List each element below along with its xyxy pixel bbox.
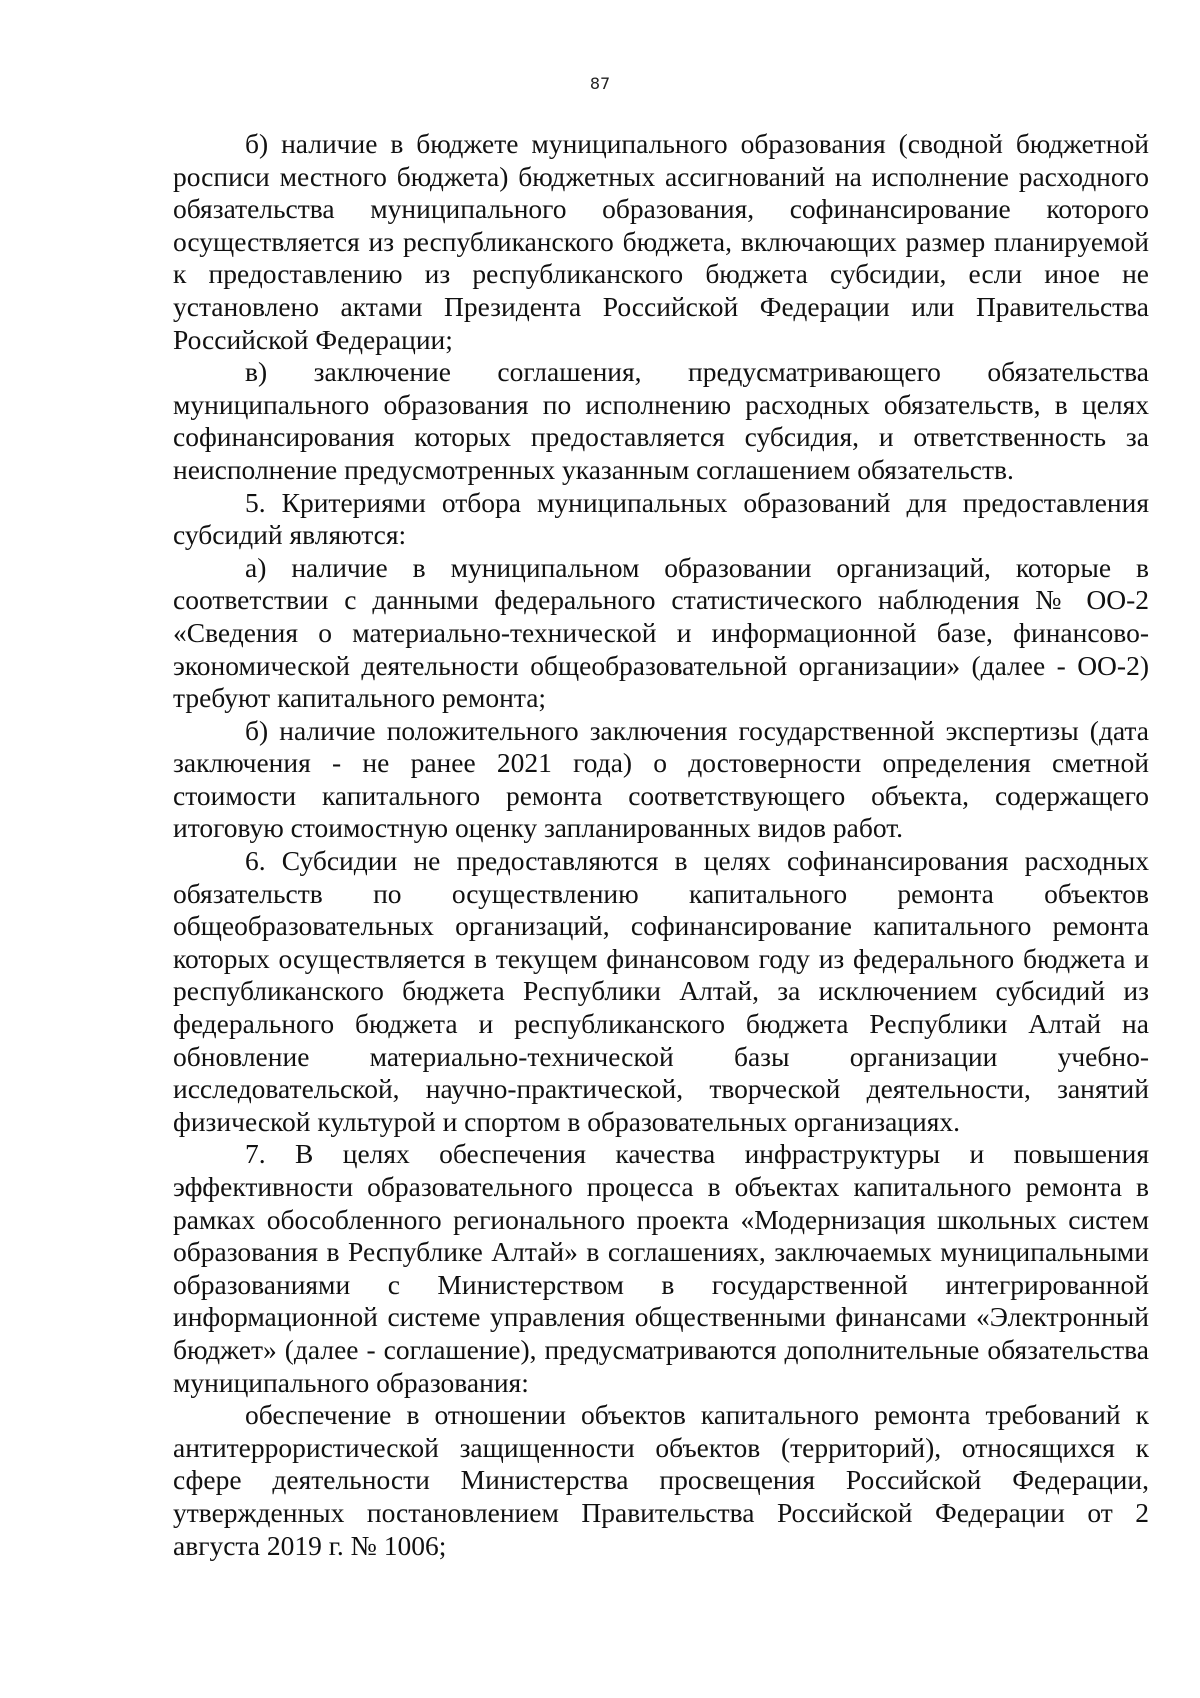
page-number: 87 [589,74,611,93]
paragraph-v-agreement: в) заключение соглашения, предусматривающего обязательства муниципального образования по исполнению расходных обязательств, в целях софинансирования которых предоставляется субсидия, и ответственность за неисполнение предусмотренных указанным соглашением обязательств. [173,356,1149,485]
paragraph-7-obligations: 7. В целях обеспечения качества инфраструктуры и повышения эффективности образовательного процесса в объектах капитального ремонта в рамках обособленного регионального проекта «Модернизация школьных систем образования в Республике Алтай» в соглашениях, заключаемых муниципальными образованиями с Министерством в государственной интегрированной информационной системе управления общественными финансами «Электронный бюджет» (далее - соглашение), предусматриваются дополнительные обязательства муниципального образования: [173,1138,1149,1398]
paragraph-6-exclusions: 6. Субсидии не предоставляются в целях софинансирования расходных обязательств по осуществлению капитального ремонта объектов общеобразовательных организаций, софинансирование капитального ремонта которых осуществляется в текущем финансовом году из федерального бюджета и республиканского бюджета Республики Алтай, за исключением субсидий из федерального бюджета и республиканского бюджета Республики Алтай на обновление материально-технической базы организации учебно-исследовательской, научно-практической, творческой деятельности, занятий физической культурой и спортом в образовательных организациях. [173,845,1149,1137]
paragraph-b-expertise: б) наличие положительного заключения государственной экспертизы (дата заключения - не ранее 2021 года) о достоверности определения сметной стоимости капитального ремонта соответствующего объекта, содержащего итоговую стоимостную оценку запланированных видов работ. [173,714,1149,844]
paragraph-antiterror: обеспечение в отношении объектов капитального ремонта требований к антитеррористической защищенности объектов (территорий), относящихся к сфере деятельности Министерства просвещения Российской Федерации, утвержденных постановлением Правительства Российской Федерации от 2 августа 2019 г. № 1006; [173,1399,1149,1561]
paragraph-5-criteria: 5. Критериями отбора муниципальных образований для предоставления субсидий являются: [173,486,1149,551]
paragraph-a-organizations: а) наличие в муниципальном образовании организаций, которые в соответствии с данными федерального статистического наблюдения № ОО-2 «Сведения о материально-технической и информационной базе, финансово-экономической деятельности общеобразовательной организации» (далее - ОО-2) требуют капитального ремонта; [173,551,1149,714]
document-body [173,128,1149,1562]
paragraph-b-budget: б) наличие в бюджете муниципального образования (сводной бюджетной росписи местного бюджета) бюджетных ассигнований на исполнение расходного обязательства муниципального образования, софинансирование которого осуществляется из республиканского бюджета, включающих размер планируемой к предоставлению из республиканского бюджета субсидии, если иное не установлено актами Президента Российской Федерации или Правительства Российской Федерации; [173,128,1149,355]
